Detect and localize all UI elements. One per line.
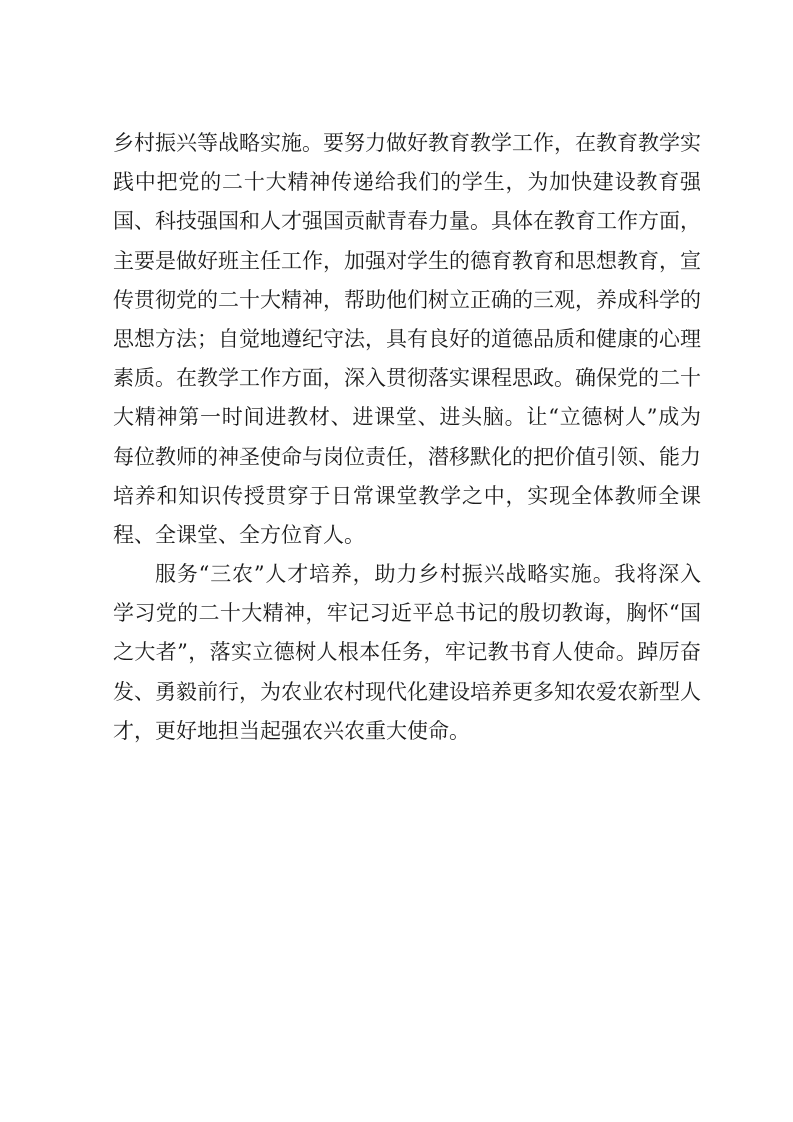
paragraph-line: 传贯彻党的二十大精神，帮助他们树立正确的三观，养成科学的 <box>113 287 701 312</box>
paragraph-line: 国、科技强国和人才强国贡献青春力量。具体在教育工作方面， <box>113 209 701 234</box>
paragraph-line: 程、全课堂、全方位育人。 <box>113 522 365 547</box>
paragraph-line: 服务“三农”人才培养，助力乡村振兴战略实施。我将深入 <box>155 562 701 587</box>
paragraph-line: 培养和知识传授贯穿于日常课堂教学之中，实现全体教师全课 <box>113 483 701 508</box>
paragraph-line: 践中把党的二十大精神传递给我们的学生，为加快建设教育强 <box>113 170 701 195</box>
paragraph-line: 大精神第一时间进教材、进课堂、进头脑。让“立德树人”成为 <box>113 405 701 430</box>
paragraph-line: 主要是做好班主任工作，加强对学生的德育教育和思想教育，宣 <box>113 248 701 273</box>
paragraph-1 <box>113 124 701 555</box>
paragraph-line: 才，更好地担当起强农兴农重大使命。 <box>113 718 470 743</box>
paragraph-line: 发、勇毅前行，为农业农村现代化建设培养更多知农爱农新型人 <box>113 679 701 704</box>
paragraph-line: 之大者”，落实立德树人根本任务，牢记教书育人使命。踔厉奋 <box>113 640 701 665</box>
paragraph-line: 思想方法；自觉地遵纪守法，具有良好的道德品质和健康的心理 <box>113 326 701 351</box>
paragraph-line: 每位教师的神圣使命与岗位责任，潜移默化的把价值引领、能力 <box>113 444 701 469</box>
document-body <box>113 124 701 751</box>
paragraph-2 <box>113 555 701 751</box>
paragraph-line: 学习党的二十大精神，牢记习近平总书记的殷切教诲，胸怀“国 <box>113 601 701 626</box>
paragraph-line: 乡村振兴等战略实施。要努力做好教育教学工作，在教育教学实 <box>113 131 701 155</box>
paragraph-line: 素质。在教学工作方面，深入贯彻落实课程思政。确保党的二十 <box>113 366 701 391</box>
